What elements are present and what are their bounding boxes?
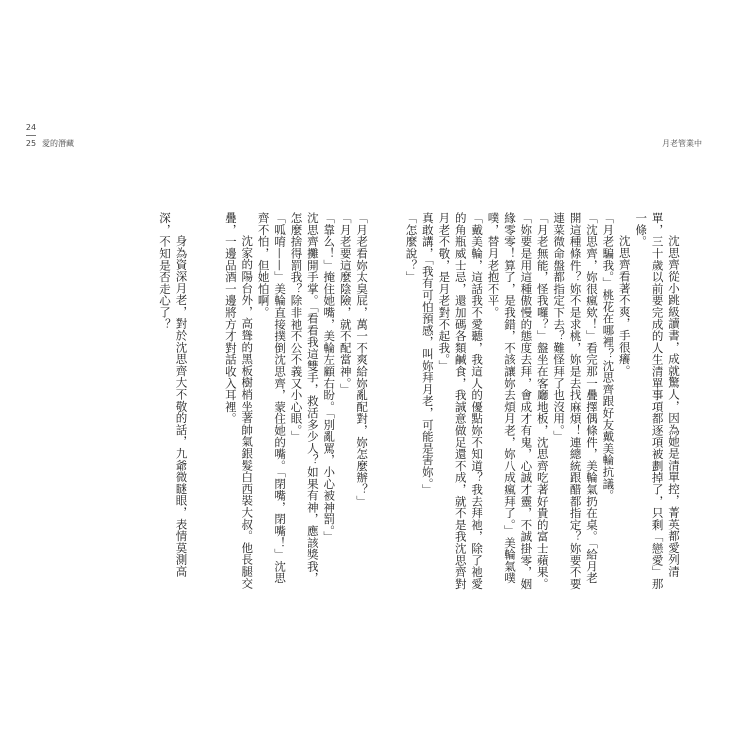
page-number-block (22, 122, 40, 149)
paragraph: 沈思齊看著不爽，手很癢。 (617, 235, 632, 377)
page-number-left: 24 (25, 123, 37, 132)
paragraph: 「月老騙我。」桃花在哪裡？沈思齊跟好友戴美輪抗議。 (601, 212, 616, 502)
running-head-right: 月老管業中 (662, 139, 702, 148)
paragraph: 「妳要是用這種傲慢的態度去拜，會成才有鬼，心誠才靈，不誠掛零，姻緣零零！算了，是我錯，不該讓妳去煩月老，妳八成瘋拜了。」美輪氣噗噗，替月老抱不平。 (486, 212, 534, 590)
paragraph: 沈思齊從小跳級讀書，成就驚人，因為她是清單控，菁英都愛列清單，三十歲以前要完成的人生清單事項都逐項被劃掉了，只剩「戀愛」那一條。 (634, 212, 681, 590)
page-number-right: 25 (25, 139, 37, 148)
paragraph: 「戴美輪，這話我不愛聽，我這人的優點妳不知道？我去拜祂，除了祂愛的角瓶威士忌，還加碼各類鹹食，我誠意做足還不成，就不是我沈思齊對月老不敬，是月老對不起我。」 (437, 212, 485, 590)
paragraph: 「靠么！」掩住她嘴，美輪左顧右盼。「別亂罵，小心被神罰。」 (322, 212, 337, 543)
paragraph: 「怎麼說？」 (404, 212, 419, 283)
paragraph: 真敢講，「我有可怕預感，叫妳拜月老，可能是害妳。」 (420, 212, 435, 496)
paragraph: 「沈思齊，妳很瘋欸！」看完那一疊擇偶條件，美輪氣扔在桌。「給月老開這種條件？妳不是求桃，妳是去找麻煩！連總統跟醋都指定？妳要不要連菜微命盤都指定下去？難怪拜了也沒用。」 (552, 212, 599, 590)
page-number-divider (26, 135, 36, 136)
vertical-text-body (60, 212, 682, 592)
paragraph: 沈家的陽台外，高聳的黑板樹梢坐著帥氣銀髮白西裝大叔。他長腿交疊，一邊品酒一邊將方才對話收入耳裡。 (223, 212, 255, 589)
paragraph: 沈思齊攤開手掌。「看看我這雙手，救活多少人？如果有神，應該獎我，怎麼捨得罰我？除非祂不公不義又小心眼。」 (289, 212, 320, 584)
paragraph: 「月老無能，怪我囉？」盤坐在客廳地板，沈思齊吃著好貴的富士蘋果。 (535, 212, 550, 590)
paragraph: 「呱唷——」美輪直接撲倒沈思齊，蒙住她的嘴。「閉嘴，閉嘴！」沈思齊不怕，但她怕啊。 (256, 212, 288, 584)
paragraph: 身為資深月老，對於沈思齊大不敬的話，九爺微瞇眼，表情莫測高深，不知是否走心了？ (158, 212, 189, 578)
paragraph: 「月老要這麼陰險，就不配當神。」 (338, 212, 353, 396)
paragraph: 「月老看妳太臭屁，萬一不爽給妳亂配對，妳怎麼辦？」 (355, 212, 370, 507)
running-head-left: 愛的潛藏 (42, 139, 74, 148)
